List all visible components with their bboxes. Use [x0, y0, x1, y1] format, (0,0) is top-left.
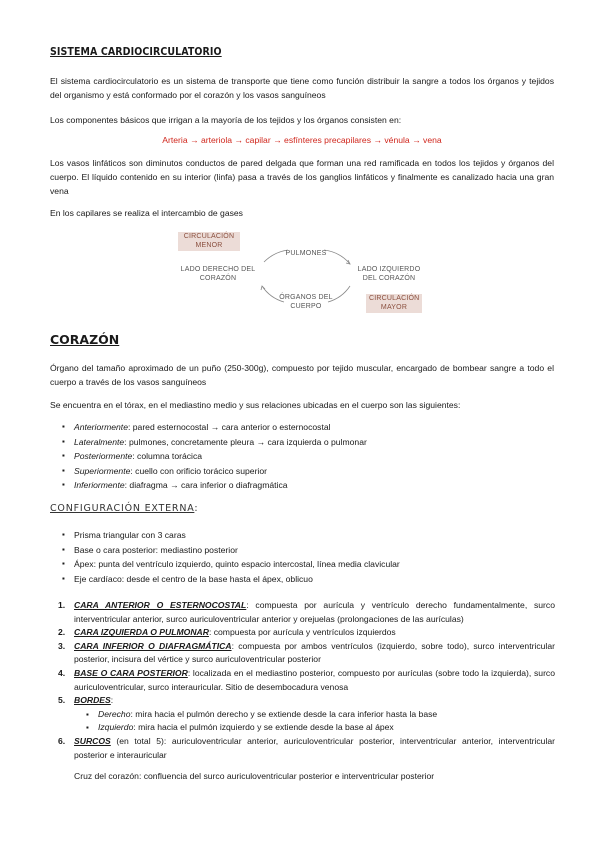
list-item: ▪ Anteriormente: pared esternocostal → cara anterior o esternocostal	[62, 420, 552, 435]
numbered-item: 6. SURCOS (en total 5): auriculoventricular anterior, auriculoventricular posterior, interventricular anterior, interventricular posterior e interauricular	[58, 735, 555, 760]
cruz-note: Cruz del corazón: confluencia del surco auriculoventricular posterior e interventricular posterior	[74, 771, 435, 781]
paragraph-heart-intro: Órgano del tamaño aproximado de un puño (250-300g), compuesto por tejido muscular, encargado de bombear sangre a todo el cuerpo a través de los vasos sanguíneos	[50, 363, 554, 387]
list-item: ▪ Inferiormente: diafragma → cara inferior o diafragmática	[62, 478, 552, 493]
relations-list	[62, 420, 552, 493]
body-organs-label: ÓRGANOS DEL CUERPO	[279, 294, 333, 310]
circulation-diagram	[176, 228, 426, 320]
list-item: ▪ Ápex: punta del ventrículo izquierdo, quinto espacio intercostal, línea media clavicular	[62, 557, 552, 572]
left-heart-label: LADO IZQUIERDO DEL CORAZÓN	[357, 266, 421, 282]
list-item: ▪ Eje cardíaco: desde el centro de la base hasta el ápex, oblicuo	[62, 572, 552, 587]
section-title-corazon: CORAZÓN	[50, 332, 120, 347]
list-item: ▪ Prisma triangular con 3 caras	[62, 528, 552, 543]
paragraph-lymph: Los vasos linfáticos son diminutos conductos de pared delgada que forman una red ramificada en todos los tejidos y órganos del cuerpo. El líquido contenido en su interior (linfa) pasa a través de los ganglios linfáticos y finalmente es canalizado hacia una gran vena	[50, 158, 554, 196]
list-item: ▪ Posteriormente: columna torácica	[62, 449, 552, 464]
right-heart-label: LADO DERECHO DEL CORAZÓN	[180, 266, 256, 282]
faces-numbered-list	[50, 599, 555, 762]
numbered-item: 4. BASE O CARA POSTERIOR: localizada en el mediastino posterior, compuesto por aurículas (sobre todo la izquierda), surco auriculoventricular, surco interauricular. Sitio de desembocadura venosa	[58, 667, 556, 692]
lungs-label: PULMONES	[285, 250, 327, 257]
components-chain: Arteria → arteriola → capilar → esfínteres precapilares → vénula → vena	[162, 135, 442, 145]
list-item: ▪ Derecho: mira hacia el pulmón derecho y se extiende desde la cara inferior hasta la base	[74, 708, 555, 722]
list-item: ▪ Izquierdo: mira hacia el pulmón izquierdo y se extiende desde la base al ápex	[74, 721, 555, 735]
major-circulation-label: CIRCULACIÓN MAYOR	[366, 294, 422, 313]
numbered-item: 2. CARA IZQUIERDA O PULMONAR: compuesta por aurícula y ventrículos izquierdos	[58, 627, 396, 638]
minor-circulation-label: CIRCULACIÓN MENOR	[178, 232, 240, 251]
section-title-sistema: SISTEMA CARDIOCIRCULATORIO	[50, 46, 222, 58]
list-item: ▪ Base o cara posterior: mediastino posterior	[62, 543, 552, 558]
borders-sublist	[74, 708, 555, 735]
numbered-item: 1. CARA ANTERIOR O ESTERNOCOSTAL: compuesta por aurícula y ventrículo derecho fundamentalmente, surco interventricular anterior, surco auriculoventricular anterior y orejuelas (prolongaciones de las aurículas)	[58, 600, 555, 624]
external-config-heading: CONFIGURACIÓN EXTERNA:	[50, 503, 199, 514]
list-item: ▪ Superiormente: cuello con orificio torácico superior	[62, 464, 552, 479]
paragraph-capillaries: En los capilares se realiza el intercambio de gases	[50, 208, 243, 218]
numbered-item: 3. CARA INFERIOR O DIAFRAGMÁTICA: compuesta por ambos ventrículos (izquierdo, sobre todo), surco interventricular posterior, incisura del vértice y surco auriculoventricular posterior	[58, 640, 555, 665]
numbered-item: 5. BORDES: ▪ Derecho: mira hacia el pulmón derecho y se extiende desde la cara inferior hasta la base ▪ Izquierdo: mira hacia el pulmón izquierdo y se extiende desde la base al ápex	[50, 694, 555, 735]
list-item: ▪ Lateralmente: pulmones, concretamente pleura → cara izquierda o pulmonar	[62, 435, 552, 450]
paragraph-location: Se encuentra en el tórax, en el mediastino medio y sus relaciones ubicadas en el cuerpo son las siguientes:	[50, 400, 461, 410]
paragraph-intro: El sistema cardiocirculatorio es un sistema de transporte que tiene como función distribuir la sangre a todos los órganos y tejidos del organismo y está conformado por el corazón y los vasos sanguíneos	[50, 76, 554, 100]
external-config-list	[62, 528, 552, 586]
paragraph-components: Los componentes básicos que irrigan a la mayoría de los tejidos y los órganos consisten en:	[50, 115, 402, 125]
